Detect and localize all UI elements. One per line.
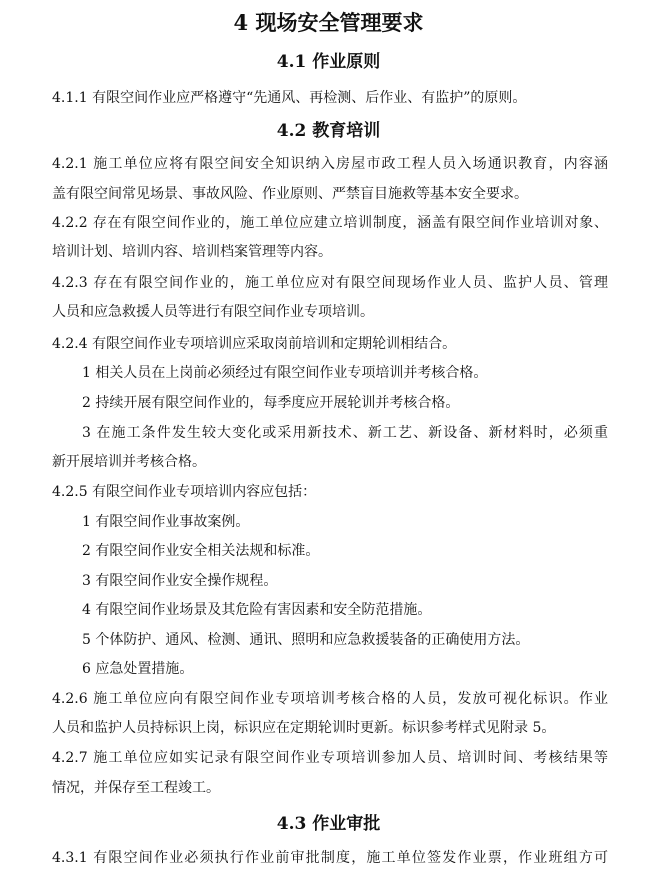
clause-4-2-5-item-5: 5 个体防护、通风、检测、通讯、照明和应急救援装备的正确使用方法。 [82,632,530,648]
clause-4-2-5: 4.2.5 有限空间作业专项培训内容应包括： [52,484,317,500]
chapter-title: 4 现场安全管理要求 [233,10,424,35]
clause-4-2-3-line-1: 4.2.3 存在有限空间作业的，施工单位应对有限空间现场作业人员、监护人员、管理 [52,275,608,291]
clause-4-2-4-item-3-line-1: 3 在施工条件发生较大变化或采用新技术、新工艺、新设备、新材料时，必须重 [82,425,608,441]
clause-4-2-5-item-1: 1 有限空间作业事故案例。 [82,514,250,530]
clause-4-2-4-item-2: 2 持续开展有限空间作业的，每季度应开展轮训并考核合格。 [82,395,460,411]
clause-4-2-2-line-1: 4.2.2 存在有限空间作业的，施工单位应建立培训制度，涵盖有限空间作业培训对象、 [52,215,608,231]
clause-4-2-5-item-4: 4 有限空间作业场景及其危险有害因素和安全防范措施。 [82,602,432,618]
clause-4-3-1-line-1: 4.3.1 有限空间作业必须执行作业前审批制度，施工单位签发作业票，作业班组方可 [52,850,608,866]
clause-4-2-6-line-1: 4.2.6 施工单位应向有限空间作业专项培训考核合格的人员，发放可视化标识。作业 [52,691,608,707]
clause-4-2-6-line-2: 人员和监护人员持标识上岗，标识应在定期轮训时更新。标识参考样式见附录 5。 [52,720,556,736]
clause-4-2-5-item-6: 6 应急处置措施。 [82,661,194,677]
clause-4-2-4-item-1: 1 相关人员在上岗前必须经过有限空间作业专项培训并考核合格。 [82,365,488,381]
clause-4-2-2-line-2: 培训计划、培训内容、培训档案管理等内容。 [52,244,332,260]
clause-4-2-1-line-1: 4.2.1 施工单位应将有限空间安全知识纳入房屋市政工程人员入场通识教育，内容涵 [52,156,608,172]
clause-4-2-5-item-3: 3 有限空间作业安全操作规程。 [82,573,278,589]
section-heading-4-3: 4.3 作业审批 [276,814,381,834]
clause-4-2-1-line-2: 盖有限空间常见场景、事故风险、作业原则、严禁盲目施救等基本安全要求。 [52,186,528,202]
clause-4-2-7-line-1: 4.2.7 施工单位应如实记录有限空间作业专项培训参加人员、培训时间、考核结果等 [52,750,608,766]
section-heading-4-2: 4.2 教育培训 [276,121,381,141]
clause-4-2-4: 4.2.4 有限空间作业专项培训应采取岗前培训和定期轮训相结合。 [52,336,457,352]
clause-4-2-4-item-3-line-2: 新开展培训并考核合格。 [52,454,206,470]
clause-4-2-7-line-2: 情况，并保存至工程竣工。 [52,780,220,796]
section-heading-4-1: 4.1 作业原则 [276,52,381,72]
clause-4-1-1: 4.1.1 有限空间作业应严格遵守“先通风、再检测、后作业、有监护”的原则。 [52,90,527,106]
clause-4-2-5-item-2: 2 有限空间作业安全相关法规和标准。 [82,543,320,559]
clause-4-2-3-line-2: 人员和应急救援人员等进行有限空间作业专项培训。 [52,304,374,320]
